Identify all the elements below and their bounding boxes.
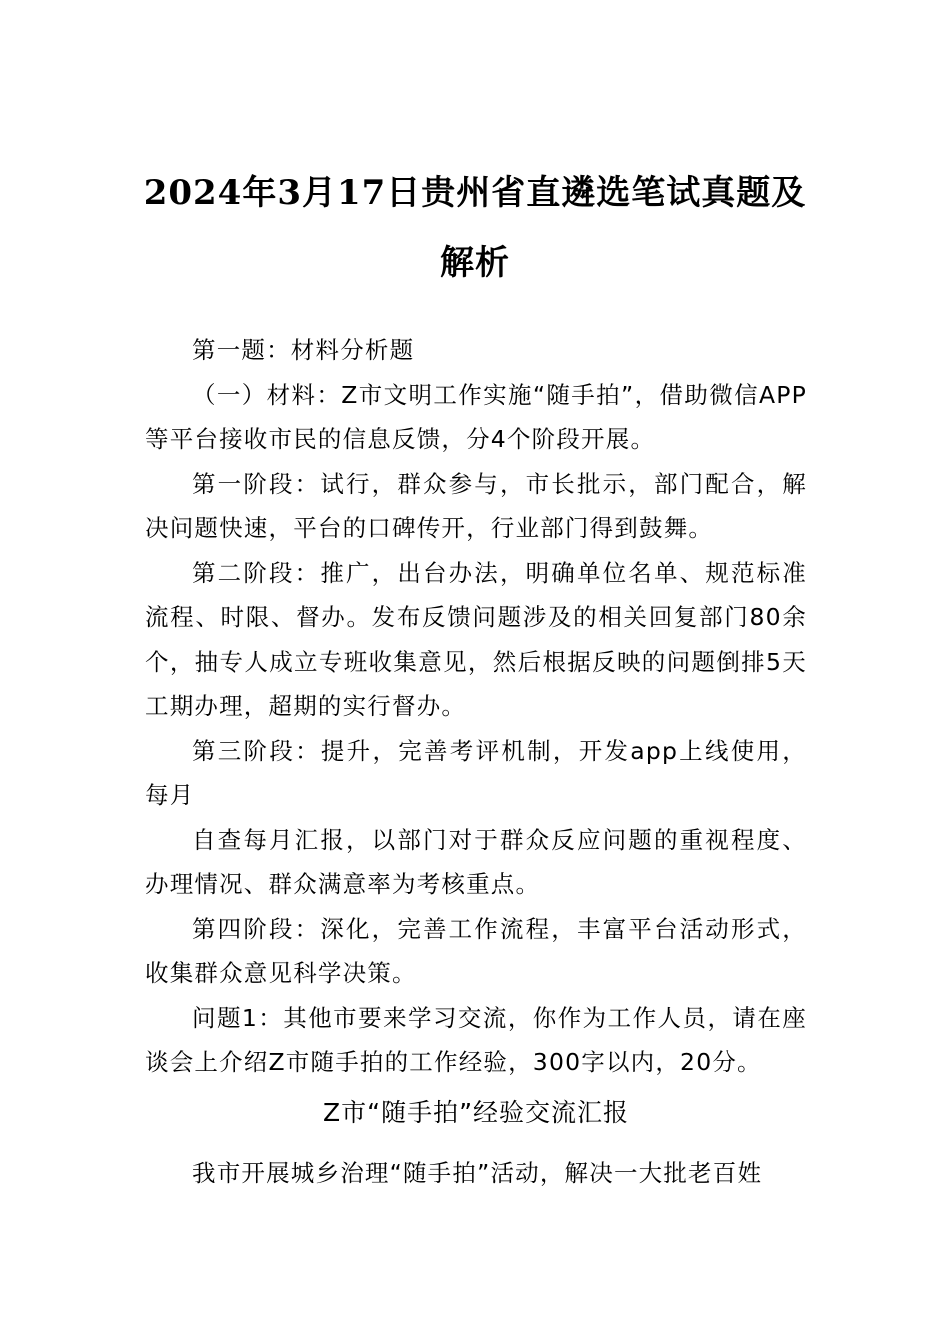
paragraph-stage-one: 第一阶段：试行，群众参与，市长批示，部门配合，解决问题快速，平台的口碑传开，行业部门得到鼓舞。 (145, 469, 807, 542)
document-title: 2024年3月17日贵州省直遴选笔试真题及解析 (143, 173, 807, 283)
paragraph-answer-opening: 我市开展城乡治理“随手拍”活动，解决一大批老百姓 (192, 1158, 763, 1187)
paragraph-stage-two: 第二阶段：推广，出台办法，明确单位名单、规范标准流程、时限、督办。发布反馈问题涉及的相关回复部门80余个，抽专人成立专班收集意见，然后根据反映的问题倒排5天工期办理，超期的实行督办。 (145, 558, 807, 720)
paragraph-stage-four: 第四阶段：深化，完善工作流程，丰富平台活动形式，收集群众意见科学决策。 (145, 914, 807, 987)
paragraph-question-one: 问题1：其他市要来学习交流，你作为工作人员，请在座谈会上介绍Z市随手拍的工作经验，300字以内，20分。 (145, 1003, 807, 1076)
paragraph-stage-three-continued: 自查每月汇报，以部门对于群众反应问题的重视程度、办理情况、群众满意率为考核重点。 (145, 825, 807, 898)
paragraph-question-heading: 第一题：材料分析题 (192, 336, 415, 364)
answer-subheading: Z市“随手拍”经验交流汇报 (322, 1097, 630, 1127)
paragraph-stage-three: 第三阶段：提升，完善考评机制，开发app上线使用，每月 (145, 736, 807, 809)
paragraph-material-intro: （一）材料：Z市文明工作实施“随手拍”，借助微信APP等平台接收市民的信息反馈，分4个阶段开展。 (145, 380, 807, 453)
document-body (145, 328, 807, 1195)
